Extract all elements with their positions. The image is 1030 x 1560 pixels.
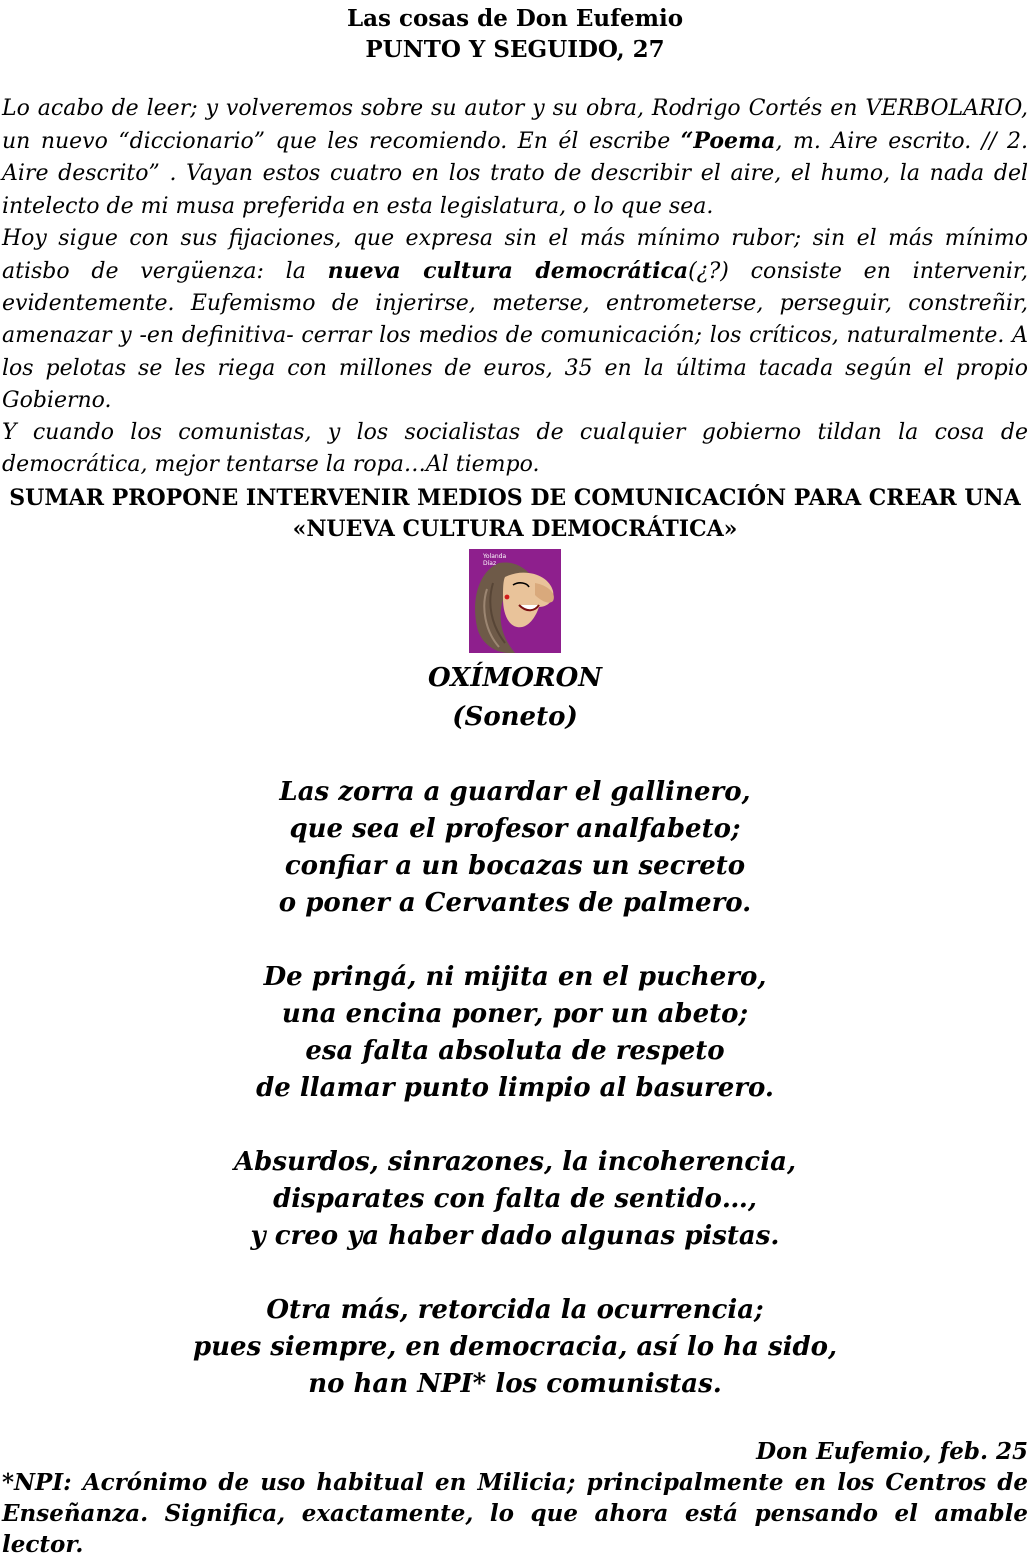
intro-paragraph-1	[2, 93, 1028, 223]
stanza-2	[2, 959, 1028, 1107]
verse-line: Absurdos, sinrazones, la incoherencia,	[233, 1147, 797, 1178]
intro-p2-text-c: (¿?) consiste en intervenir, evidentemente. Eufemismo de injerirse, meterse, entrometerse, perseguir, constreñir, amenazar y -en definitiva- cerrar los medios de comunicación; los críticos, naturalmente. A los pelotas se les riega con millones de euros, 35 en la última tacada según el propio Gobierno.	[2, 259, 1028, 413]
intro-p2-text-a: Hoy sigue con sus fijaciones, que expresa sin el más mínimo rubor; sin el más mínimo atisbo de vergüenza: la	[2, 225, 1028, 285]
verse-line: esa falta absoluta de respeto	[305, 1036, 725, 1067]
verse-line: disparates con falta de sentido…,	[273, 1184, 757, 1215]
verse-line: pues siempre, en democracia, así lo ha sido,	[192, 1332, 838, 1363]
headline-line-2: «NUEVA CULTURA DEMOCRÁTICA»	[292, 516, 738, 543]
verse-line: Las zorra a guardar el gallinero,	[279, 777, 751, 808]
intro-p1-text-c: , m. Aire escrito. // 2. Aire descrito” . Vayan estos cuatro en los trato de describir el aire, el humo, la nada del intelecto de mi musa preferida en esta legislatura, o lo que sea.	[2, 129, 1028, 219]
footnote-text: *NPI: Acrónimo de uso habitual en Milicia; principalmente en los Centros de Enseñanza. Significa, exactamente, lo que ahora está pensando el amable lector.	[2, 1469, 1028, 1559]
intro-p2-bold: nueva cultura democrática	[327, 258, 689, 285]
news-headline	[2, 483, 1028, 545]
caricature-image	[469, 549, 561, 653]
caricature-caption-line-1: Yolanda	[483, 553, 507, 561]
intro-p1-bold: “Poema	[680, 128, 776, 155]
verse-line: que sea el profesor analfabeto;	[289, 814, 741, 845]
stanza-3	[2, 1144, 1028, 1255]
verse-line: confiar a un bocazas un secreto	[284, 851, 746, 882]
intro-p1-text-a: Lo acabo de leer; y volveremos sobre su autor y su obra, Rodrigo Cortés en VERBOLARIO, un nuevo “diccionario” que les recomiendo. En él escribe	[2, 96, 1028, 155]
caricature-caption-line-2: Díaz	[483, 560, 497, 568]
poem-title: OXÍMORON	[428, 663, 602, 694]
stanza-1	[2, 774, 1028, 922]
footnote	[2, 1467, 1028, 1560]
verse-line: de llamar punto limpio al basurero.	[256, 1073, 774, 1104]
verse-line: una encina poner, por un abeto;	[281, 999, 749, 1030]
page-subtitle: PUNTO Y SEGUIDO, 27	[365, 36, 665, 63]
poem-subtitle: (Soneto)	[452, 702, 578, 733]
headline-line-1: SUMAR PROPONE INTERVENIR MEDIOS DE COMUNICACIÓN PARA CREAR UNA	[9, 485, 1021, 512]
verse-line: y creo ya haber dado algunas pistas.	[250, 1221, 780, 1252]
verse-line: Otra más, retorcida la ocurrencia;	[266, 1295, 764, 1326]
stanza-4	[2, 1292, 1028, 1403]
intro-text	[2, 93, 1028, 481]
verse-line: De pringá, ni mijita en el puchero,	[263, 962, 767, 993]
author-signature: Don Eufemio, feb. 25	[756, 1438, 1028, 1466]
verse-line: o poner a Cervantes de palmero.	[278, 888, 752, 919]
poem-heading	[2, 659, 1028, 737]
intro-paragraph-2	[2, 223, 1028, 417]
intro-paragraph-3: Y cuando los comunistas, y los socialistas de cualquier gobierno tildan la cosa de democrática, mejor tentarse la ropa…Al tiempo.	[2, 420, 1028, 478]
caricature-caption	[483, 553, 506, 567]
page-title: Las cosas de Don Eufemio	[346, 5, 684, 32]
verse-line: no han NPI* los comunistas.	[308, 1369, 722, 1400]
page-header	[2, 0, 1028, 65]
